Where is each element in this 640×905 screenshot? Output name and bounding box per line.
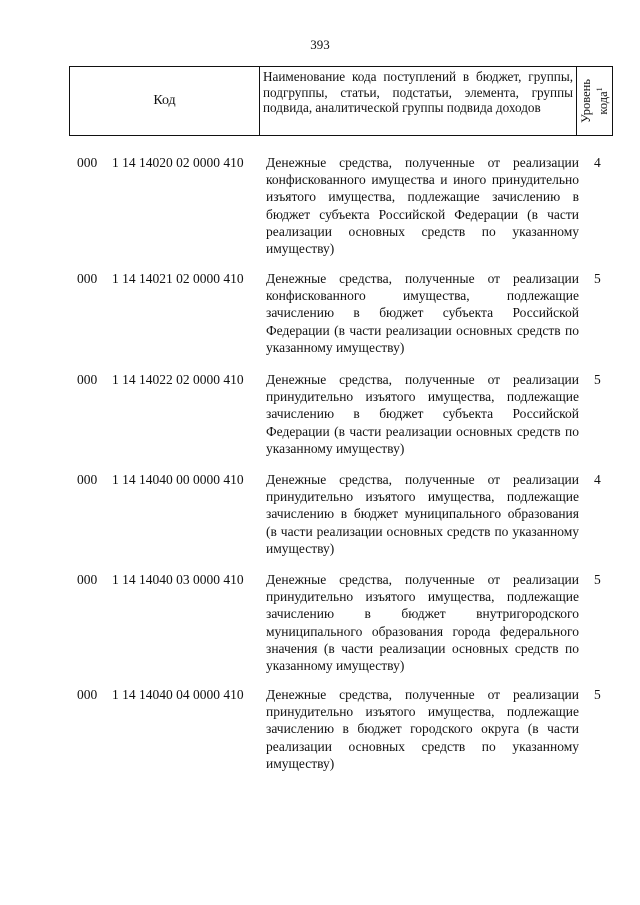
row-code: 1 14 14022 02 0000 410 (112, 372, 244, 387)
row-prefix: 000 (77, 372, 98, 387)
header-level-line1: Уровень (578, 78, 593, 124)
table-header (69, 66, 613, 136)
row-prefix: 000 (77, 271, 98, 286)
row-level: 5 (594, 271, 601, 286)
row-code: 1 14 14021 02 0000 410 (112, 271, 244, 286)
row-description: Денежные средства, полученные от реализации принудительно изъятого имущества, подлежащие зачислению в бюджет субъекта Российской Федерации (в части реализации основных средств по указанному имуществу) (266, 372, 579, 456)
row-code: 1 14 14020 02 0000 410 (112, 155, 244, 170)
header-level-footnote: 1 (594, 87, 604, 92)
row-code: 1 14 14040 03 0000 410 (112, 572, 244, 587)
row-description: Денежные средства, полученные от реализации конфискованного имущества, подлежащие зачислению в бюджет субъекта Российской Федерации (в части реализации основных средств по указанному имуществу) (266, 271, 579, 355)
row-level: 5 (594, 372, 601, 387)
header-code-column: Код (70, 67, 260, 135)
page-number: 393 (310, 37, 330, 52)
row-level: 4 (594, 155, 601, 170)
row-description: Денежные средства, полученные от реализации принудительно изъятого имущества, подлежащие зачислению в бюджет городского округа (в части реализации основных средств по указанному имуществу) (266, 687, 579, 771)
row-level: 5 (594, 687, 601, 702)
header-level-line2: кода (595, 91, 610, 115)
row-level: 4 (594, 472, 601, 487)
row-code: 1 14 14040 00 0000 410 (112, 472, 244, 487)
row-prefix: 000 (77, 155, 98, 170)
header-name-column: Наименование кода поступлений в бюджет, группы, подгруппы, статьи, подстатьи, элемента, группы подвида, аналитической группы подвида доходов (260, 67, 577, 135)
header-level-label (579, 79, 609, 123)
row-prefix: 000 (77, 572, 98, 587)
row-description: Денежные средства, полученные от реализации принудительно изъятого имущества, подлежащие зачислению в бюджет муниципального образования (в части реализации основных средств по указанному имуществу) (266, 472, 579, 556)
row-prefix: 000 (77, 687, 98, 702)
row-description: Денежные средства, полученные от реализации конфискованного имущества и иного принудительно изъятого имущества, подлежащие зачислению в бюджет субъекта Российской Федерации (в части реализации основных средств по указанному имуществу) (266, 155, 579, 257)
row-prefix: 000 (77, 472, 98, 487)
row-description: Денежные средства, полученные от реализации принудительно изъятого имущества, подлежащие зачислению в бюджет внутригородского муниципального образования города федерального значения (в части реализации основных средств по указанному имуществу) (266, 572, 579, 674)
row-level: 5 (594, 572, 601, 587)
header-level-column (577, 67, 612, 135)
row-code: 1 14 14040 04 0000 410 (112, 687, 244, 702)
